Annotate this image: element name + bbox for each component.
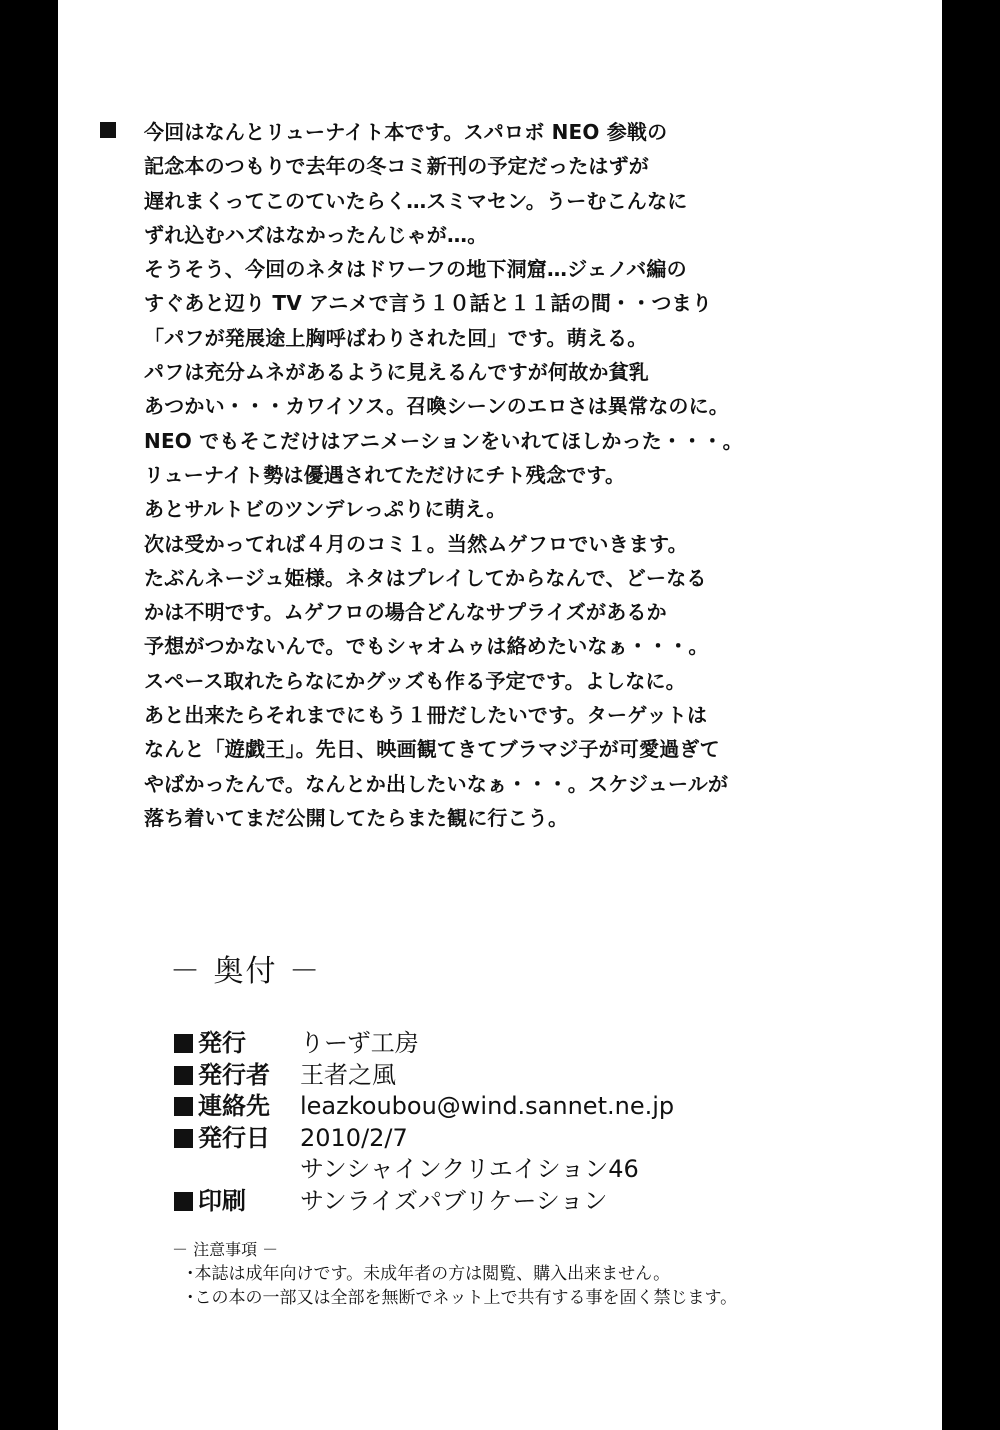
afterword-line: たぶんネージュ姫様。ネタはプレイしてからなんで、どーなる (144, 565, 707, 590)
colophon-key: 発行日 (198, 1123, 270, 1152)
colophon-value: サンシャインクリエイション46 (300, 1155, 639, 1183)
afterword-line: スペース取れたらなにかグッズも作る予定です。よしなに。 (144, 668, 686, 693)
afterword-line: ずれ込むハズはなかったんじゃが…。 (144, 222, 488, 247)
afterword-line: あと出来たらそれまでにもう１冊だしたいです。ターゲットは (144, 703, 708, 728)
colophon-table (174, 1028, 874, 1217)
colophon-value: りーず工房 (300, 1029, 419, 1057)
colophon-key: 印刷 (198, 1186, 246, 1215)
colophon-key: 発行 (198, 1029, 246, 1057)
afterword-line: かは不明です。ムゲフロの場合どんなサプライズがあるか (144, 600, 667, 625)
afterword-line: 「パフが発展途上胸呼ばわりされた回」です。萌える。 (144, 325, 648, 350)
notice-item: ･本誌は成年向けです。未成年者の方は閲覧、購入出来ません。 (186, 1264, 671, 1284)
colophon-row-contact (174, 1091, 874, 1123)
afterword-line: すぐあと辺り TV アニメで言う１０話と１１話の間・・つまり (144, 291, 713, 316)
colophon-row-issuer (174, 1060, 874, 1092)
colophon-key: 連絡先 (198, 1092, 270, 1120)
colophon-value: 王者之風 (300, 1060, 396, 1089)
bullet-square-icon (100, 122, 116, 138)
afterword-line: 予想がつかないんで。でもシャオムゥは絡めたいなぁ・・・。 (144, 634, 709, 659)
bullet-square-icon (174, 1097, 193, 1116)
notice-section (172, 1238, 892, 1310)
afterword-line: あとサルトビのツンデレっぷりに萌え。 (144, 497, 507, 522)
colophon-row-publisher (174, 1028, 874, 1060)
colophon-row-printer (174, 1186, 874, 1218)
bullet-square-icon (174, 1034, 193, 1053)
colophon-row-event (174, 1154, 874, 1186)
bullet-square-icon (174, 1192, 193, 1211)
afterword-line: 遅れまくってこのていたらく…スミマセン。うーむこんなに (144, 188, 688, 213)
bullet-square-icon (174, 1129, 193, 1148)
afterword-line: 次は受かってれば４月のコミ１。当然ムゲフロでいきます。 (144, 531, 688, 556)
afterword-line: 落ち着いてまだ公開してたらまた観に行こう。 (144, 805, 569, 830)
afterword-line: NEO でもそこだけはアニメーションをいれてほしかった・・・。 (144, 428, 743, 453)
bullet-square-icon (174, 1066, 193, 1085)
colophon-value: leazkoubou@wind.sannet.ne.jp (300, 1092, 675, 1120)
notice-title: － 注意事項 － (172, 1240, 279, 1259)
afterword-line: なんと「遊戯王」。先日、映画観てきてブラマジ子が可愛過ぎて (144, 737, 720, 762)
colophon-key: 発行者 (198, 1060, 270, 1089)
afterword-line: 今回はなんとリューナイト本です。スパロボ NEO 参戦の (144, 120, 668, 144)
afterword-section (144, 115, 924, 835)
afterword-line: やばかったんで。なんとか出したいなぁ・・・。スケジュールが (144, 771, 729, 796)
document-page (58, 0, 942, 1430)
afterword-line: リューナイト勢は優遇されてただけにチト残念です。 (144, 462, 626, 487)
afterword-line: そうそう、今回のネタはドワーフの地下洞窟…ジェノバ編の (144, 257, 687, 282)
colophon-title: － 奥付 － (170, 954, 322, 989)
afterword-line: あつかい・・・カワイソス。召喚シーンのエロさは異常なのに。 (144, 394, 729, 419)
colophon-value: 2010/2/7 (300, 1123, 408, 1152)
colophon-row-date (174, 1123, 874, 1155)
afterword-line: 記念本のつもりで去年の冬コミ新刊の予定だったはずが (144, 154, 649, 179)
colophon-value: サンライズパブリケーション (300, 1186, 608, 1215)
notice-item: ･この本の一部又は全部を無断でネット上で共有する事を固く禁じます。 (186, 1288, 738, 1308)
afterword-line: パフは充分ムネがあるように見えるんですが何故か貧乳 (144, 360, 649, 385)
